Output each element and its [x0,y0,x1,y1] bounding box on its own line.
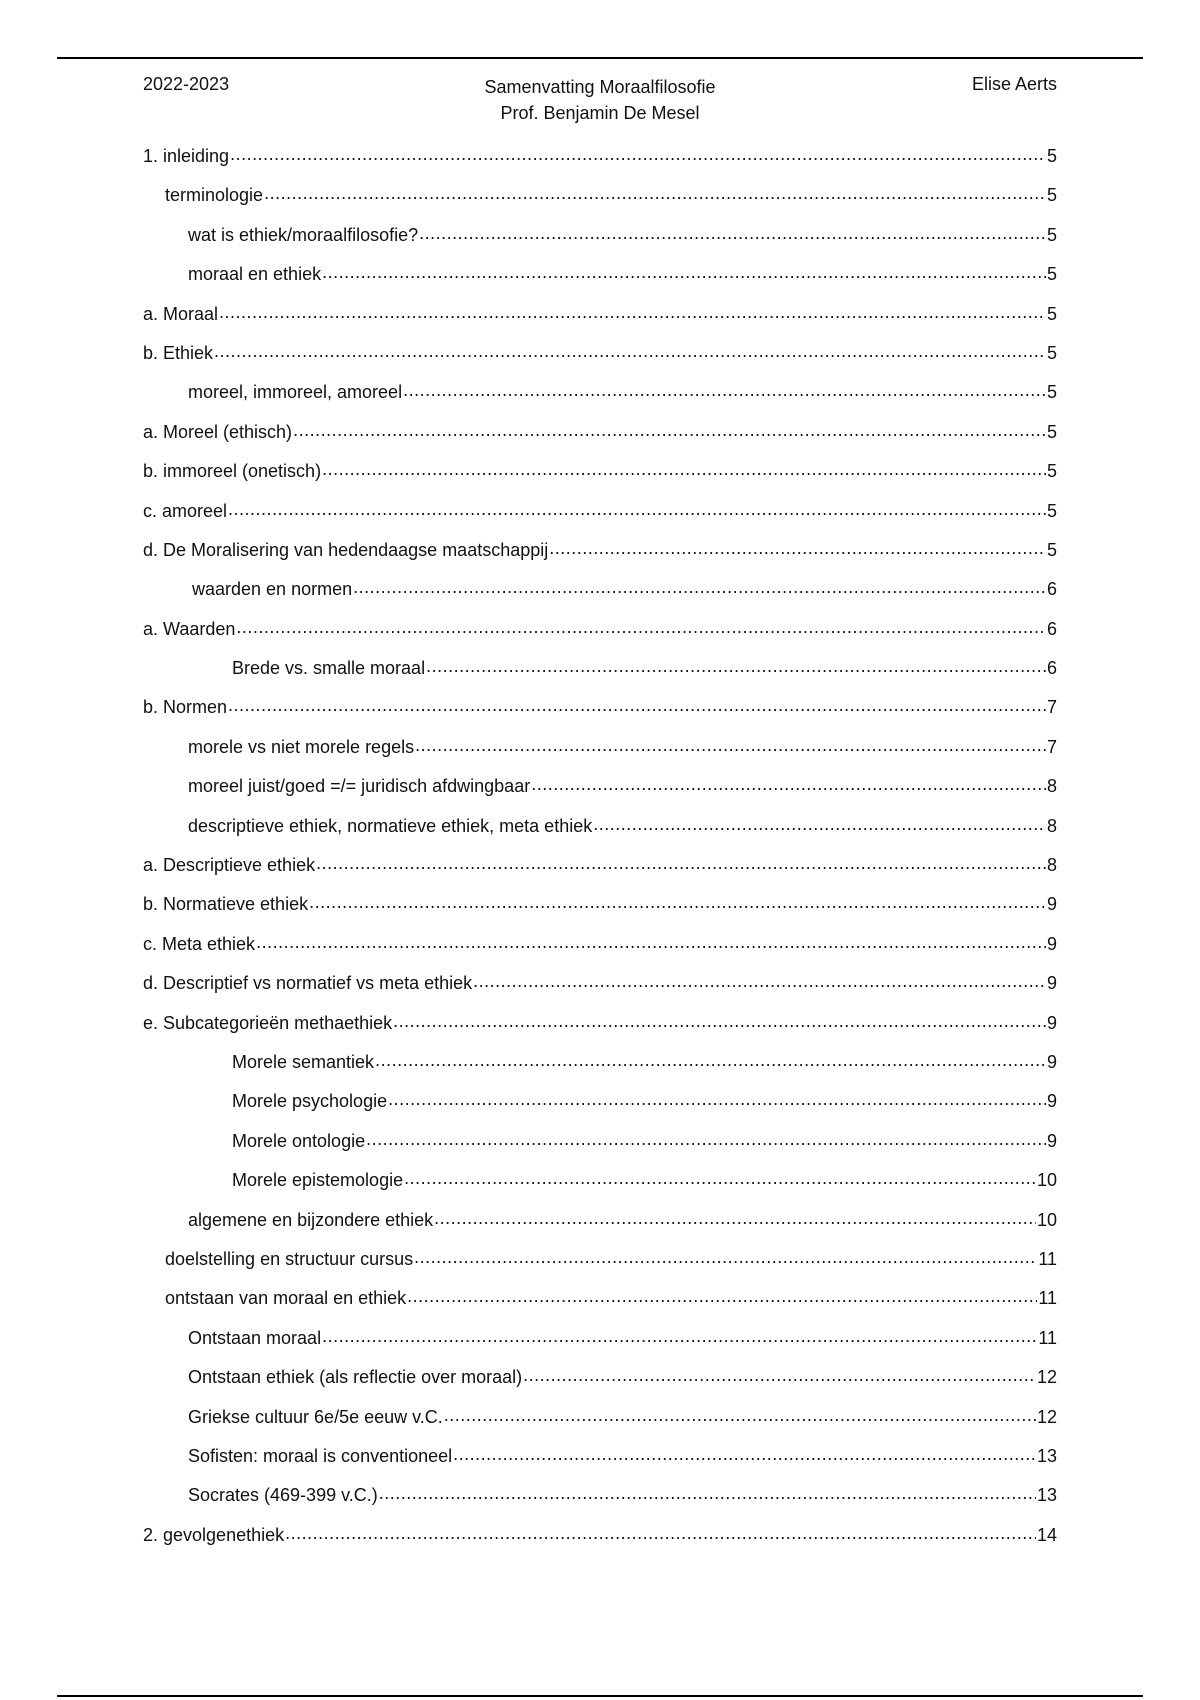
toc-entry-title: ontstaan van moraal en ethiek [165,1288,407,1309]
toc-entry[interactable] [143,538,1057,577]
toc-entry[interactable] [143,617,1057,656]
toc-entry-title: moreel juist/goed =/= juridisch afdwingbaar [188,776,531,797]
toc-entry[interactable] [143,774,1057,813]
toc-entry[interactable] [143,932,1057,971]
toc-entry-page: 11 [1038,1288,1057,1309]
toc-entry[interactable] [143,499,1057,538]
toc-dot-leader [366,1129,1046,1147]
toc-dot-leader [309,892,1046,910]
toc-entry-title: a. Moraal [143,303,219,324]
toc-entry-title: a. Moreel (ethisch) [143,421,293,442]
toc-entry-page: 9 [1046,1091,1057,1112]
toc-entry-title: c. Meta ethiek [143,933,256,954]
toc-entry-page: 12 [1036,1406,1057,1427]
toc-entry[interactable] [143,1129,1057,1168]
toc-dot-leader [379,1483,1036,1501]
toc-entry-page: 7 [1046,697,1057,718]
toc-entry-title: 2. gevolgenethiek [143,1524,285,1545]
toc-dot-leader [434,1208,1036,1226]
toc-entry-title: b. Normen [143,697,228,718]
toc-entry-title: d. Descriptief vs normatief vs meta ethiek [143,973,473,994]
toc-entry-page: 5 [1046,421,1057,442]
toc-entry-page: 5 [1046,500,1057,521]
toc-entry-page: 5 [1046,303,1057,324]
toc-dot-leader [414,1247,1037,1265]
toc-entry-page: 5 [1046,146,1057,166]
toc-entry-page: 7 [1046,736,1057,757]
toc-entry[interactable] [143,853,1057,892]
toc-dot-leader [523,1365,1036,1383]
toc-entry-title: a. Descriptieve ethiek [143,855,316,876]
toc-entry[interactable] [143,735,1057,774]
toc-dot-leader [228,499,1046,517]
toc-entry[interactable] [143,341,1057,380]
toc-entry-title: Griekse cultuur 6e/5e eeuw v.C. [188,1406,443,1427]
toc-dot-leader [375,1050,1046,1068]
toc-entry[interactable] [143,1208,1057,1247]
toc-dot-leader [322,1326,1037,1344]
toc-entry[interactable] [143,1011,1057,1050]
toc-entry-title: moreel, immoreel, amoreel [188,382,403,403]
toc-entry-page: 5 [1046,342,1057,363]
toc-dot-leader [453,1444,1036,1462]
toc-entry-page: 12 [1036,1367,1057,1388]
toc-entry-title: terminologie [165,185,264,206]
toc-dot-leader [214,341,1046,359]
toc-entry-page: 6 [1046,579,1057,600]
toc-dot-leader [549,538,1046,556]
toc-entry[interactable] [143,144,1057,183]
toc-dot-leader [473,971,1046,989]
toc-entry[interactable] [143,1247,1057,1286]
header-rule [57,57,1143,59]
header-center [143,74,1057,126]
toc-dot-leader [388,1089,1046,1107]
toc-entry-title: wat is ethiek/moraalfilosofie? [188,224,419,245]
toc-entry[interactable] [143,577,1057,616]
toc-entry-page: 9 [1046,973,1057,994]
toc-dot-leader [426,656,1046,674]
toc-entry-title: doelstelling en structuur cursus [165,1248,414,1269]
toc-entry[interactable] [143,262,1057,301]
header-author: Elise Aerts [971,74,1057,94]
toc-entry-page: 11 [1038,1327,1057,1348]
toc-entry-page: 9 [1046,1051,1057,1072]
toc-dot-leader [256,932,1046,950]
toc-dot-leader [264,183,1046,201]
toc-entry[interactable] [143,183,1057,222]
toc-entry[interactable] [143,302,1057,341]
toc-entry[interactable] [143,1286,1057,1325]
toc-entry-page: 8 [1046,855,1057,876]
toc-entry-page: 6 [1046,658,1057,679]
toc-dot-leader [404,1168,1036,1186]
toc-entry-page: 8 [1046,815,1057,836]
toc-entry[interactable] [143,971,1057,1010]
toc-entry-title: descriptieve ethiek, normatieve ethiek, meta ethiek [188,815,593,836]
header-title: Samenvatting Moraalfilosofie [484,77,716,97]
toc-entry-title: Ontstaan ethiek (als reflectie over moraal) [188,1367,523,1388]
toc-entry-title: Socrates (469-399 v.C.) [188,1485,378,1506]
toc-entry-page: 11 [1038,1248,1057,1269]
toc-entry[interactable] [143,814,1057,853]
toc-entry-page: 8 [1046,776,1057,797]
toc-dot-leader [228,695,1046,713]
footer-rule [57,1695,1143,1697]
toc-entry-page: 6 [1046,618,1057,639]
toc-dot-leader [219,302,1046,320]
toc-entry-page: 5 [1046,224,1057,245]
table-of-contents [143,144,1057,1562]
toc-entry[interactable] [143,459,1057,498]
toc-entry-title: Morele psychologie [232,1091,388,1112]
toc-dot-leader [230,144,1046,162]
toc-dot-leader [393,1011,1046,1029]
toc-entry-page: 13 [1036,1445,1057,1466]
toc-entry-page: 10 [1036,1209,1057,1230]
toc-entry-page: 9 [1046,1012,1057,1033]
toc-dot-leader [415,735,1046,753]
toc-entry-page: 9 [1046,894,1057,915]
toc-entry-title: b. Normatieve ethiek [143,894,309,915]
toc-dot-leader [285,1523,1036,1541]
toc-entry[interactable] [143,1483,1057,1522]
toc-entry-title: Ontstaan moraal [188,1327,322,1348]
header-year: 2022-2023 [143,74,230,94]
toc-entry-title: e. Subcategorieën methaethiek [143,1012,393,1033]
toc-entry[interactable] [143,1365,1057,1404]
toc-dot-leader [322,262,1046,280]
toc-entry[interactable] [143,1326,1057,1365]
toc-entry-page: 5 [1046,264,1057,285]
toc-entry[interactable] [143,892,1057,931]
toc-entry[interactable] [143,695,1057,734]
header-professor: Prof. Benjamin De Mesel [500,103,700,123]
toc-entry-title: Morele ontologie [232,1130,366,1151]
toc-entry-page: 5 [1046,539,1057,560]
toc-entry-title: Morele epistemologie [232,1170,404,1191]
toc-entry-title: Sofisten: moraal is conventioneel [188,1445,453,1466]
toc-dot-leader [419,223,1046,241]
toc-entry[interactable] [143,420,1057,459]
toc-dot-leader [403,380,1046,398]
toc-dot-leader [353,577,1046,595]
toc-entry-title: b. Ethiek [143,342,214,363]
toc-entry-title: waarden en normen [192,579,353,600]
toc-entry-title: d. De Moralisering van hedendaagse maatschappij [143,539,549,560]
toc-entry[interactable] [143,380,1057,419]
toc-entry-page: 5 [1046,382,1057,403]
toc-dot-leader [316,853,1046,871]
toc-entry-page: 5 [1046,185,1057,206]
toc-dot-leader [444,1405,1036,1423]
toc-entry-title: Brede vs. smalle moraal [232,658,426,679]
toc-entry[interactable] [143,1089,1057,1128]
toc-entry-title: moraal en ethiek [188,264,322,285]
toc-dot-leader [322,459,1046,477]
toc-entry-page: 9 [1046,1130,1057,1151]
toc-entry-title: Morele semantiek [232,1051,375,1072]
toc-entry[interactable] [143,1405,1057,1444]
toc-entry-page: 9 [1046,933,1057,954]
toc-entry[interactable] [143,1444,1057,1483]
page-header [143,74,1057,126]
toc-entry-title: a. Waarden [143,618,236,639]
toc-entry[interactable] [143,1523,1057,1562]
toc-entry[interactable] [143,1168,1057,1207]
toc-entry-title: morele vs niet morele regels [188,736,415,757]
toc-entry-title: algemene en bijzondere ethiek [188,1209,434,1230]
toc-entry-title: b. immoreel (onetisch) [143,461,322,482]
toc-entry[interactable] [143,656,1057,695]
toc-dot-leader [407,1286,1037,1304]
toc-entry-page: 14 [1036,1524,1057,1545]
toc-entry-title: 1. inleiding [143,146,230,166]
toc-entry-page: 10 [1036,1170,1057,1191]
toc-dot-leader [593,814,1046,832]
toc-entry-page: 5 [1046,461,1057,482]
toc-entry[interactable] [143,1050,1057,1089]
toc-dot-leader [236,617,1046,635]
toc-dot-leader [531,774,1046,792]
toc-entry[interactable] [143,223,1057,262]
toc-entry-page: 13 [1036,1485,1057,1506]
toc-dot-leader [293,420,1046,438]
toc-entry-title: c. amoreel [143,500,228,521]
